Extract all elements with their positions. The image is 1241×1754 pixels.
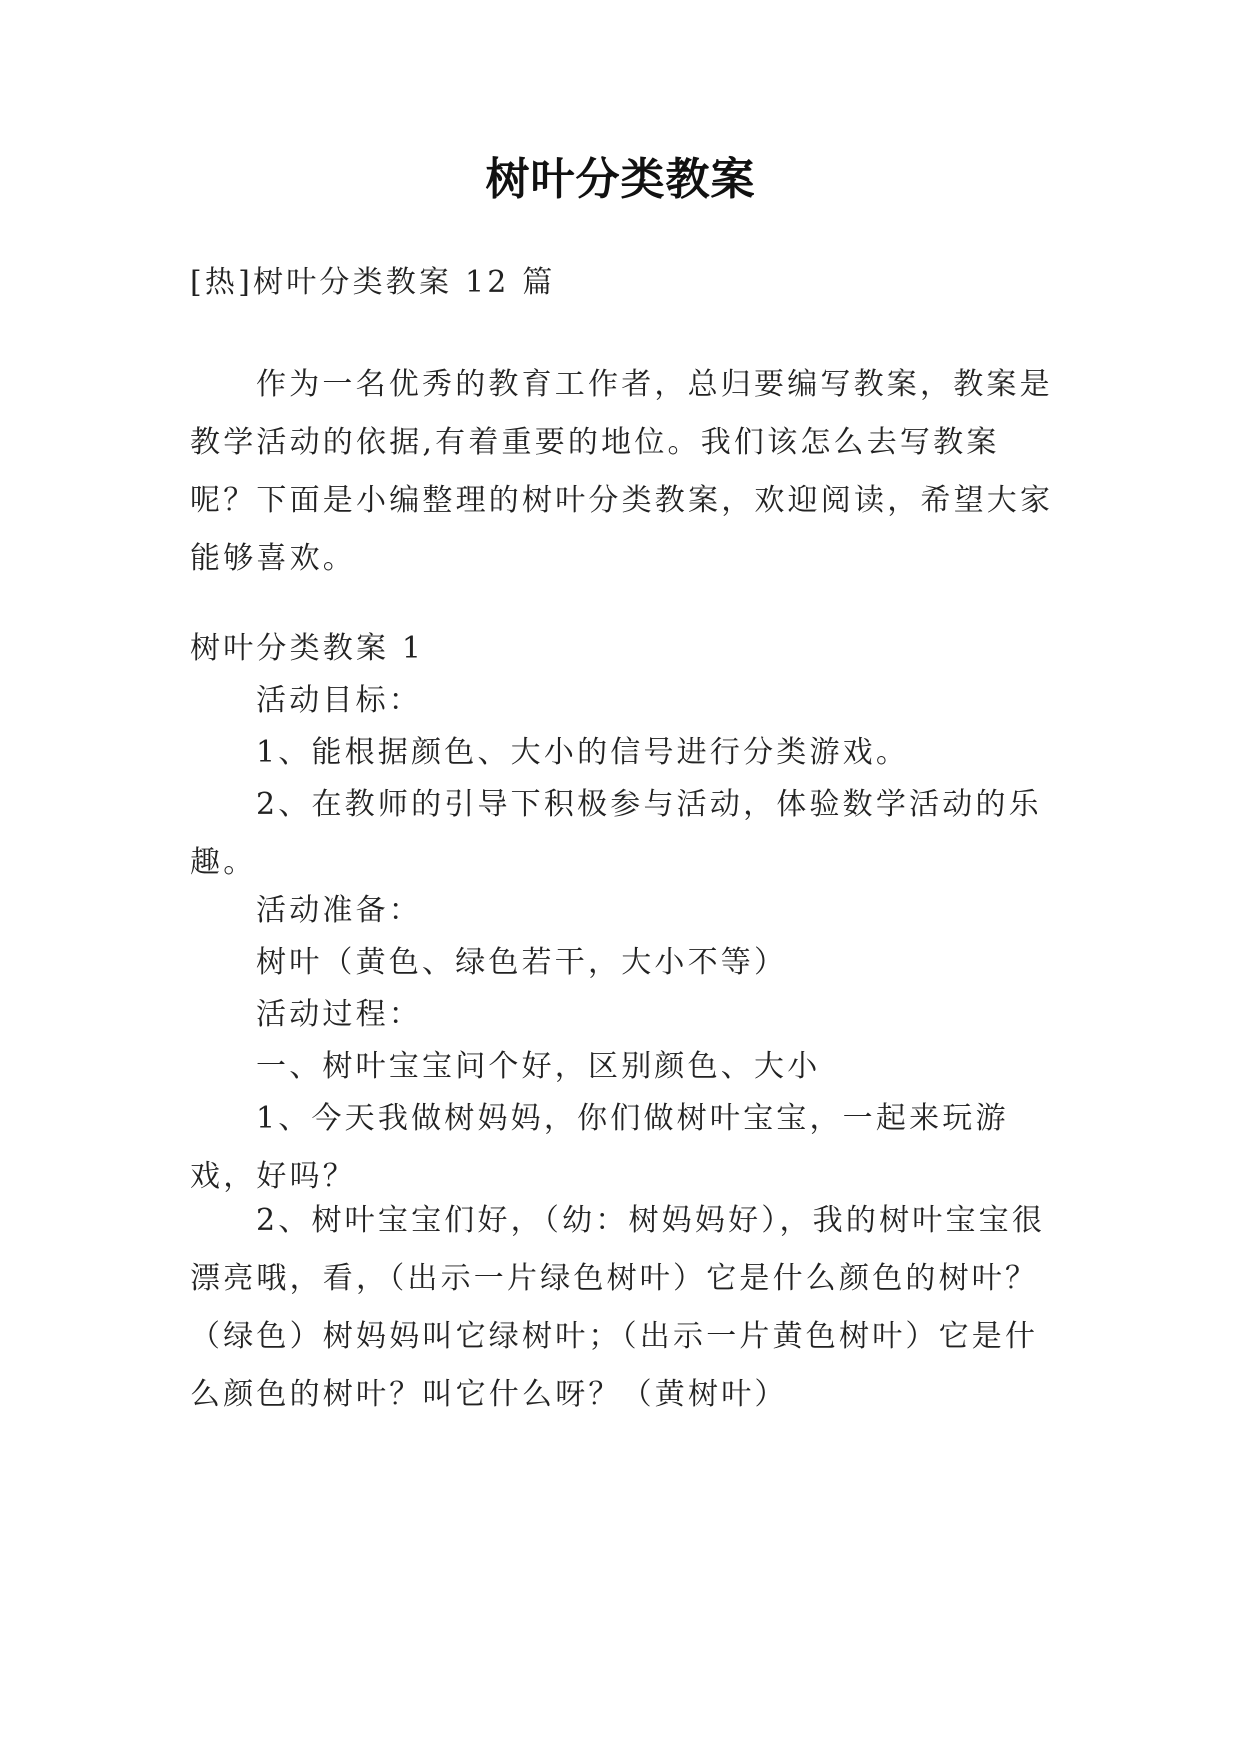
step-heading: 一、树叶宝宝问个好，区别颜色、大小 [256, 1049, 821, 1084]
document-title: 树叶分类教案 [485, 154, 756, 205]
step-item-1: 1、今天我做树妈妈，你们做树叶宝宝，一起来玩游戏，好吗？ [190, 1101, 1009, 1194]
process-label: 活动过程： [256, 997, 422, 1032]
goal-item-1: 1、能根据颜色、大小的信号进行分类游戏。 [256, 735, 910, 770]
goals-label: 活动目标： [256, 683, 422, 718]
prep-item: 树叶（黄色、绿色若干，大小不等） [256, 945, 788, 980]
prep-label: 活动准备： [256, 893, 422, 928]
goal-item-2: 2、在教师的引导下积极参与活动，体验数学活动的乐趣。 [190, 787, 1042, 880]
intro-paragraph: 作为一名优秀的教育工作者，总归要编写教案，教案是教学活动的依据,有着重要的地位。我们该怎么去写教案呢？下面是小编整理的树叶分类教案，欢迎阅读，希望大家能够喜欢。 [190, 367, 1054, 576]
step-item-2: 2、树叶宝宝们好，（幼：树妈妈好），我的树叶宝宝很漂亮哦，看，（出示一片绿色树叶）它是什么颜色的树叶？（绿色）树妈妈叫它绿树叶；（出示一片黄色树叶）它是什么颜色的树叶？叫它什么呀？（黄树叶） [190, 1203, 1046, 1412]
document-subtitle: [热]树叶分类教案 12 篇 [190, 265, 556, 300]
section-heading: 树叶分类教案 1 [190, 631, 425, 666]
